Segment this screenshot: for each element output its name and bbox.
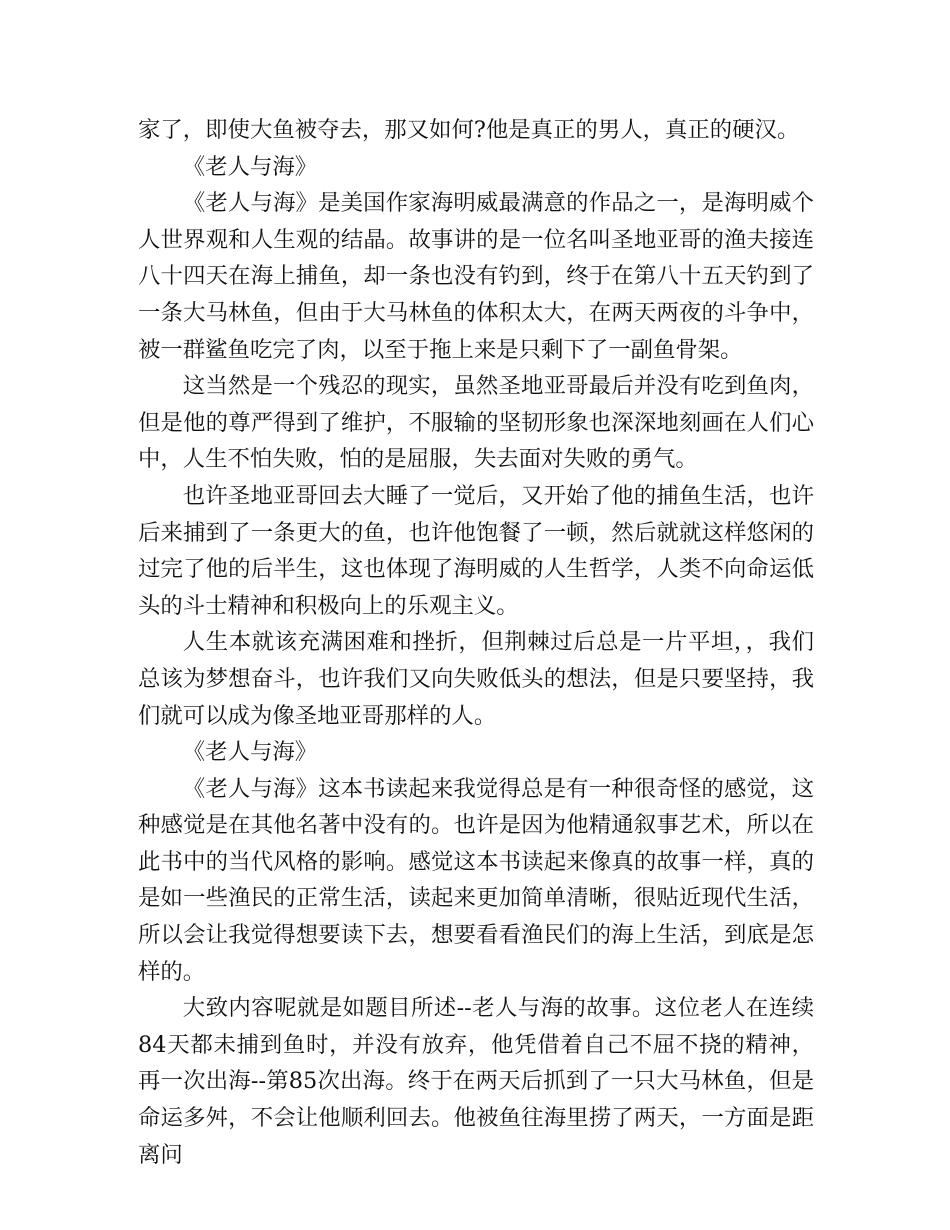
body-paragraph: 这当然是一个残忍的现实，虽然圣地亚哥最后并没有吃到鱼肉，但是他的尊严得到了维护，不服输的坚韧形象也深深地刻画在人们心中，人生不怕失败，怕的是屈服，失去面对失败的勇气。: [138, 373, 814, 473]
body-paragraph: 大致内容呢就是如题目所述--老人与海的故事。这位老人在连续84天都未捕到鱼时，并没有放弃，他凭借着自己不屈不挠的精神，再一次出海--第85次出海。终于在两天后抓到了一只大马林鱼，但是命运多舛，不会让他顺利回去。他被鱼往海里捞了两天，一方面是距离问: [138, 995, 814, 1168]
paragraph-continuation: 家了，即使大鱼被夺去，那又如何?他是真正的男人，真正的硬汉。: [138, 117, 800, 143]
body-paragraph: 《老人与海》是美国作家海明威最满意的作品之一，是海明威个人世界观和人生观的结晶。故事讲的是一位名叫圣地亚哥的渔夫接连八十四天在海上捕鱼，却一条也没有钓到，终于在第八十五天钓到了一条大马林鱼，但由于大马林鱼的体积太大，在两天两夜的斗争中，被一群鲨鱼吃完了肉，以至于拖上来是只剩下了一副鱼骨架。: [138, 190, 814, 363]
body-paragraph: 人生本就该充满困难和挫折，但荆棘过后总是一片平坦，，我们总该为梦想奋斗，也许我们又向失败低头的想法，但是只要坚持，我们就可以成为像圣地亚哥那样的人。: [138, 629, 814, 729]
section-title: 《老人与海》: [182, 153, 318, 180]
body-paragraph: 也许圣地亚哥回去大睡了一觉后，又开始了他的捕鱼生活，也许后来捕到了一条更大的鱼，也许他饱餐了一顿，然后就就这样悠闲的过完了他的后半生，这也体现了海明威的人生哲学，人类不向命运低头的斗士精神和积极向上的乐观主义。: [138, 482, 814, 619]
document-body: [138, 112, 814, 1173]
body-paragraph: 《老人与海》这本书读起来我觉得总是有一种很奇怪的感觉，这种感觉是在其他名著中没有的。也许是因为他精通叙事艺术，所以在此书中的当代风格的影响。感觉这本书读起来像真的故事一样，真的是如一些渔民的正常生活，读起来更加简单清晰，很贴近现代生活，所以会让我觉得想要读下去，想要看看渔民们的海上生活，到底是怎样的。: [138, 775, 814, 985]
section-title: 《老人与海》: [182, 739, 318, 766]
